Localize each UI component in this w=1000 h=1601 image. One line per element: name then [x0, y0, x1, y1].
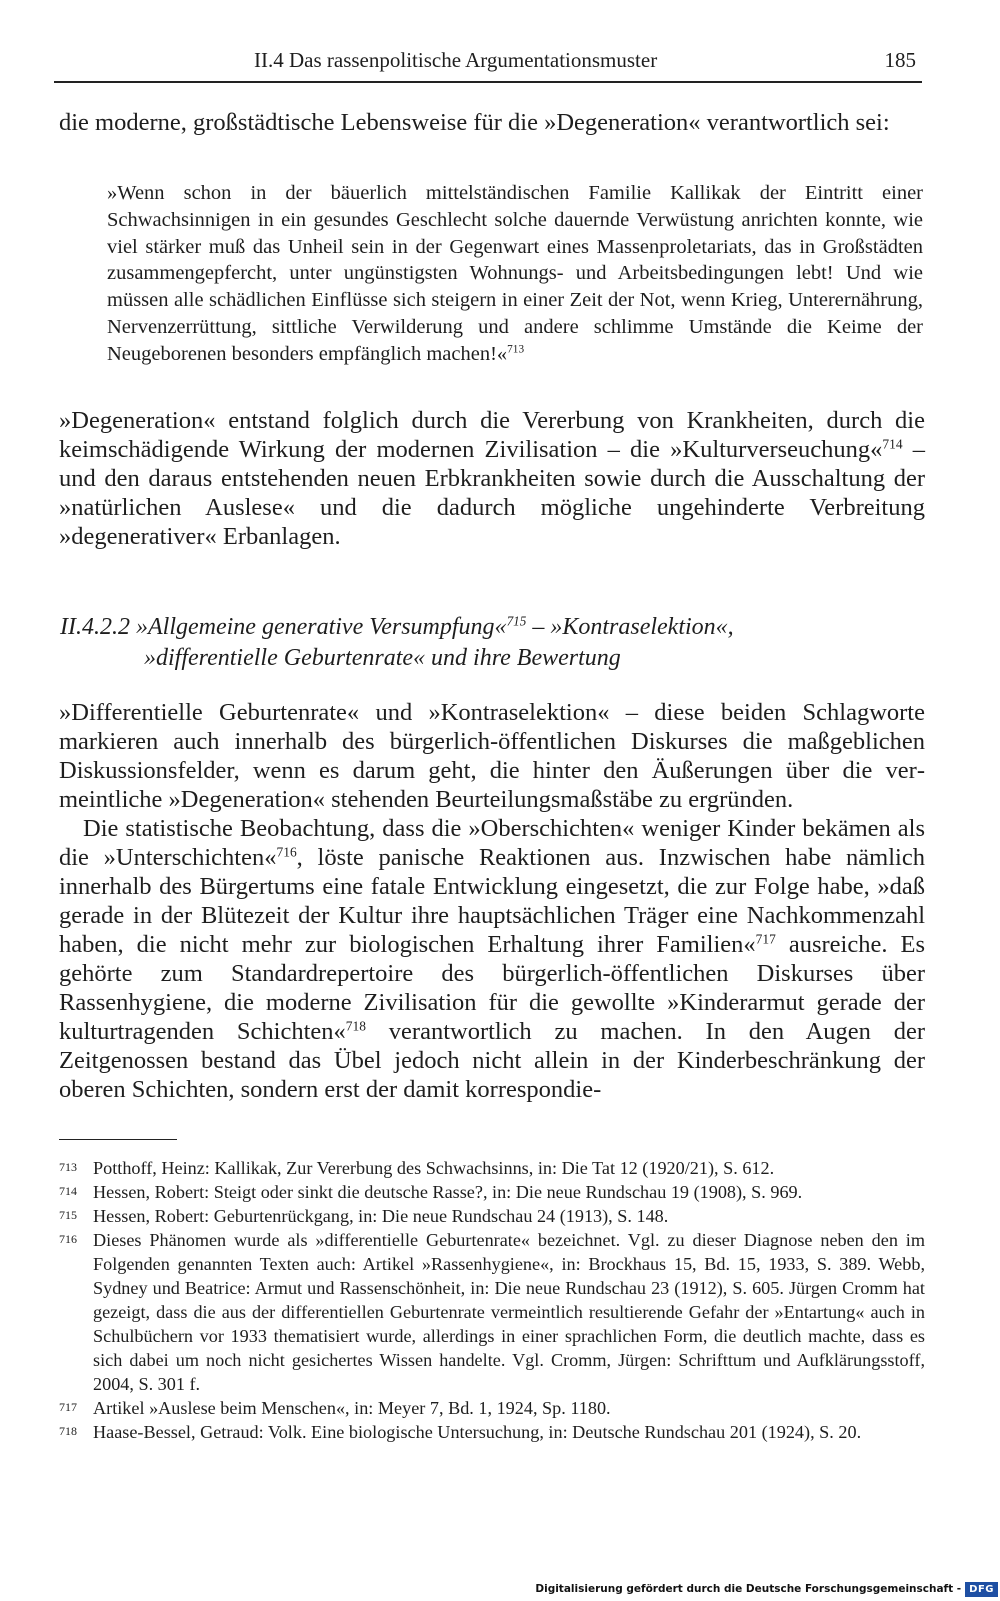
footnote [59, 1180, 925, 1204]
dfg-logo[interactable]: DFG [965, 1582, 998, 1597]
footnote-text: Artikel »Auslese beim Menschen«, in: Meyer 7, Bd. 1, 1924, Sp. 1180. [93, 1398, 611, 1418]
paragraph-1: die moderne, großstädtische Lebensweise für die »Degeneration« verantwortlich sei: [59, 109, 890, 136]
footnote-number: 713 [59, 1160, 77, 1174]
footnote-number: 714 [59, 1184, 77, 1198]
footnote-ref-717[interactable]: 717 [755, 931, 776, 947]
heading-line-2: »differentielle Geburtenrate« und ihre Bewertung [144, 645, 621, 671]
footnote-text: Potthoff, Heinz: Kallikak, Zur Vererbung des Schwachsinns, in: Die Tat 12 (1920/21), S. 612. [93, 1158, 775, 1178]
footnote-ref-718[interactable]: 718 [345, 1018, 366, 1034]
running-title: II.4 Das rassenpolitische Argumentationsmuster [254, 48, 658, 72]
section-heading [60, 612, 920, 674]
digitization-footer [535, 1577, 1000, 1601]
footnote-number: 717 [59, 1400, 77, 1414]
footnote-number: 716 [59, 1232, 77, 1246]
page-number: 185 [884, 48, 916, 72]
footnote-ref-714[interactable]: 714 [882, 436, 903, 452]
footnote-text: Hessen, Robert: Steigt oder sinkt die deutsche Rasse?, in: Die neue Rundschau 19 (1908), S. 969. [93, 1182, 803, 1202]
header-rule [54, 81, 922, 83]
paragraph-2 [59, 406, 925, 551]
footnote-text: Haase-Bessel, Getraud: Volk. Eine biologische Untersuchung, in: Deutsche Rundschau 201 (1924), S. 20. [93, 1422, 862, 1442]
footnote [59, 1228, 925, 1396]
footnote [59, 1396, 925, 1420]
footnote [59, 1420, 925, 1444]
paragraph-3: »Differentielle Geburtenrate« und »Kontraselektion« – diese beiden Schlagworte markieren auch innerhalb des bürgerlich-öffentlichen Diskurses die maßgeblichen Diskussionsfelder, wenn es darum geht, die hinter den Äußerungen über die vermeintliche »Degeneration« stehenden Beurteilungsmaßstäbe zu ergründen. [59, 699, 925, 813]
running-header [54, 48, 922, 82]
footnote-text: Dieses Phänomen wurde als »differentielle Geburtenrate« bezeichnet. Vgl. zu dieser Diagnose neben den im Folgenden genannten Texten auch: Artikel »Rassenhygiene«, in: Brockhaus 15, Bd. 15, 1933, S. 389. Webb, Sydney und Beatrice: Armut und Rassenschönheit, in: Die neue Rundschau 23 (1912), S. 605. Jürgen Cromm hat gezeigt, dass die aus der differentiellen Geburtenrate vermeintlich resultierende Gefahr der »Entartung« auch in Schulbüchern vor 1933 thematisiert wurde, allerdings in einer sprachlichen Form, die deutlich machte, dass es sich dabei um noch nicht gesichertes Wissen handelte. Vgl. Cromm, Jürgen: Schrifttum und Aufklärungsstoff, 2004, S. 301 f. [93, 1230, 925, 1394]
footnote [59, 1204, 925, 1228]
footnote-number: 715 [59, 1208, 77, 1222]
footnote-separator [59, 1139, 177, 1140]
footnote [59, 1156, 925, 1180]
paragraph-2-text-b: – und den daraus entstehenden neuen Erbkrankheiten sowie durch die Ausschaltung der »natürlichen Auslese« und die dadurch mögliche ungehinderte Verbreitung »degenerativer« Erbanlagen. [59, 436, 925, 550]
footnote-ref-715[interactable]: 715 [506, 613, 527, 629]
funding-note: Digitalisierung gefördert durch die Deutsche Forschungsgemeinschaft - [535, 1583, 962, 1595]
footnote-ref-716[interactable]: 716 [276, 844, 297, 860]
quote-text: »Wenn schon in der bäuerlich mittelständischen Familie Kallikak der Eintritt einer Schwachsinnigen in ein gesundes Geschlecht solche dauernde Verwüstung anrichten konnte, wie viel stärker muß das Unheil sein in der Gegenwart eines Massenproletariats, das in Großstädten zusammengepfercht, unter ungünstigsten Wohnungs- und Arbeitsbedingungen lebt! Und wie müssen alle schädlichen Einflüsse sich steigern in einer Zeit der Not, wenn Krieg, Unterernährung, Nervenzerrüttung, sittliche Verwilderung und andere schlimme Umstände die Keime der Neugeborenen besonders empfänglich machen!« [107, 182, 923, 365]
footnote-number: 718 [59, 1424, 77, 1438]
paragraph-2-text-a: »Degeneration« entstand folglich durch die Vererbung von Krankheiten, durch die keimschädigende Wirkung der modernen Zivilisation – die »Kulturverseuchung« [59, 407, 925, 463]
footnote-text: Hessen, Robert: Geburtenrückgang, in: Die neue Rundschau 24 (1913), S. 148. [93, 1206, 669, 1226]
paragraph-4: Die statistische Beobachtung, dass die »Oberschichten« weniger Kinder bekämen als die »Unterschichten«$^{716}$, löste panische Reaktionen aus. Inzwischen habe nämlich innerhalb des Bürgertums eine fatale Entwicklung eingesetzt, die zur Folge habe, »daß gerade in der Blütezeit der Kultur ihre hauptsächlichen Träger eine Nachkommenzahl haben, die nicht mehr zur biologischen Erhaltung ihrer Familien«$^{717}$ ausreiche. Es gehörte zum Standardrepertoire des bürgerlich-öffentlichen Diskurses über Rassenhygiene, die moderne Zivilisation für die gewollte »Kinderarmut gerade der kulturtragenden Schichten«$^{718}$ verantwortlich zu machen. In den Augen der Zeitgenossen bestand das Übel jedoch nicht allein in der Kinderbeschränkung der oberen Schichten, sondern erst der damit korrespondie- [59, 815, 925, 1103]
footnotes [59, 1156, 925, 1444]
footnote-ref-713[interactable]: 713 [507, 343, 525, 356]
block-quote [107, 180, 923, 368]
heading-line-1: II.4.2.2 »Allgemeine generative Versumpfung«$^{715}$ – »Kontraselektion«, [60, 613, 734, 640]
